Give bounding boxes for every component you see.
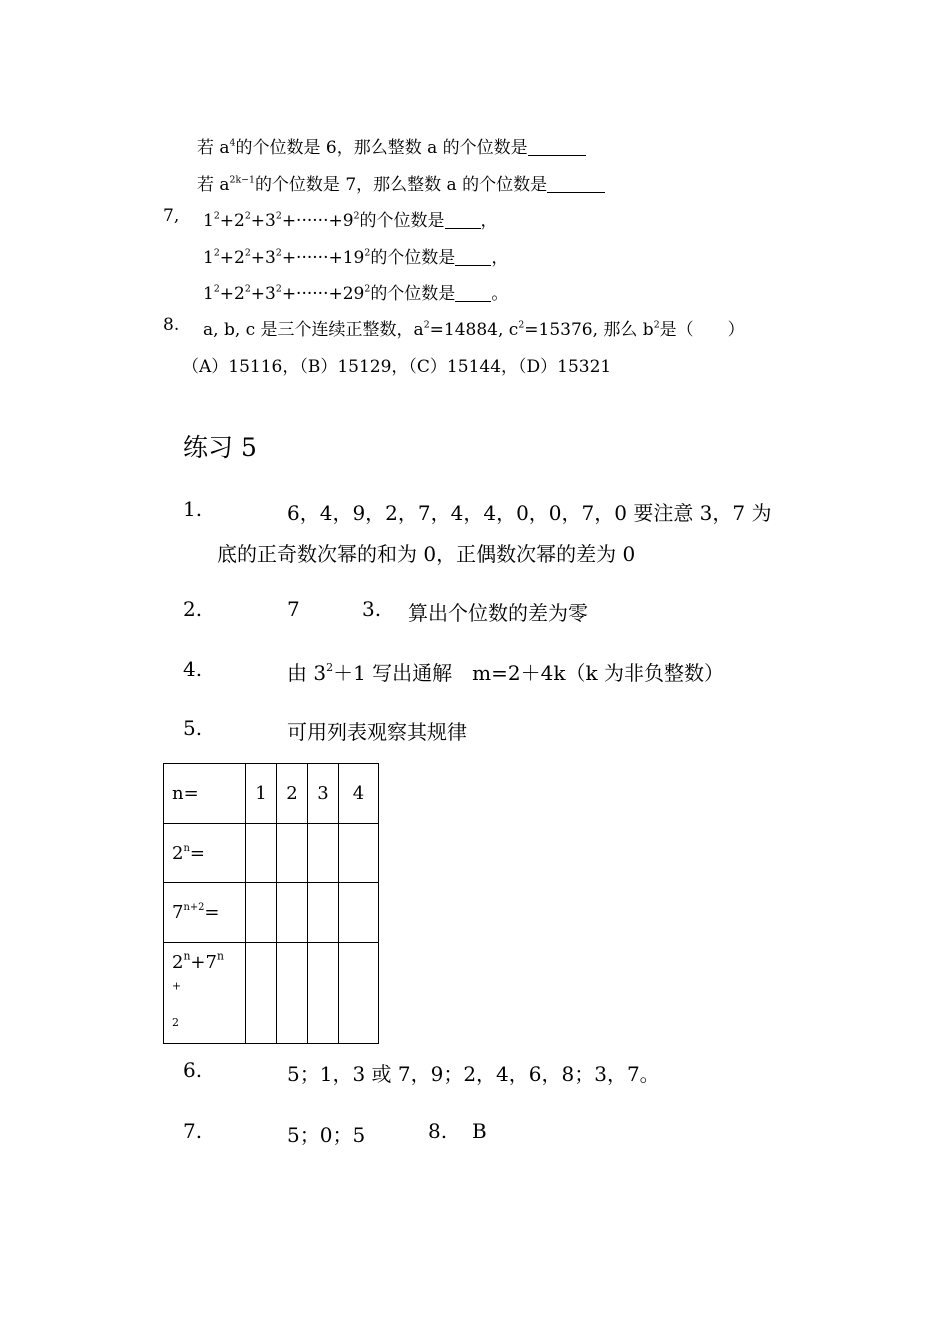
table-cell[interactable]: [246, 943, 277, 1044]
table-row: [164, 824, 379, 883]
pattern-table: [163, 763, 379, 1044]
answer-4-text: 由 $3^2+1$ 写出通解 m=2＋4k（k 为非负整数）: [287, 661, 724, 685]
answer-blank[interactable]: [455, 284, 491, 302]
answer-2-number: 2.: [183, 597, 203, 621]
q8-options: （A）15116，（B）15129，（C）15144，（D）15321: [182, 357, 612, 377]
answer-blank[interactable]: [528, 138, 586, 156]
table-cell[interactable]: [308, 943, 339, 1044]
answer-2-value: 7: [287, 597, 300, 621]
answer-1-text: 6，4，9，2，7，4，4，0，0，7，0 要注意 3，7 为: [287, 501, 772, 525]
answer-8-number: 8.: [428, 1119, 448, 1143]
table-row-label: $2^n=$: [164, 824, 246, 883]
q7-line3: $1^2+2^2+3^2+\cdot\cdot\cdot\cdot\cdot\cdot+29^2$的个位数是 。: [203, 283, 509, 304]
q8-number: 8.: [163, 315, 180, 335]
table-row-header: [164, 764, 379, 824]
answer-3-number: 3.: [362, 597, 382, 621]
answer-4-number: 4.: [183, 657, 203, 681]
answer-8-text: B: [472, 1119, 487, 1143]
q6-line1: 若 $a^4$的个位数是 6，那么整数 a 的个位数是: [197, 133, 586, 158]
table-cell[interactable]: [339, 824, 379, 883]
table-header-col: 1: [246, 764, 277, 824]
q7-line2: $1^2+2^2+3^2+\cdot\cdot\cdot\cdot\cdot\cdot+19^2$的个位数是 ，: [203, 247, 509, 268]
table-header-col: 4: [339, 764, 379, 824]
answer-3-text: 算出个位数的差为零: [408, 601, 588, 625]
table-row: [164, 883, 379, 943]
answer-5-text: 可用列表观察其规律: [287, 720, 467, 744]
table-cell[interactable]: [246, 883, 277, 943]
answer-1-continuation: 底的正奇数次幂的和为 0，正偶数次幂的差为 0: [217, 542, 636, 566]
answer-blank[interactable]: [547, 175, 605, 193]
answer-blank[interactable]: [455, 248, 491, 266]
section-title: 练习 5: [183, 433, 257, 462]
table-cell[interactable]: [277, 943, 308, 1044]
table-row: [164, 943, 379, 1044]
table-header-col: 3: [308, 764, 339, 824]
answer-blank[interactable]: [445, 211, 481, 229]
answer-7-text: 5；0；5: [287, 1123, 366, 1147]
table-header-col: 2: [277, 764, 308, 824]
answer-5-number: 5.: [183, 716, 203, 740]
answer-6-text: 5；1，3 或 7，9；2，4，6，8；3，7。: [287, 1062, 660, 1086]
q8-question: a, b, c 是三个连续正整数，$a^2=14884$, $c^2=15376$, 那么 $b^2$是（ ）: [203, 319, 745, 340]
table-cell[interactable]: [339, 943, 379, 1044]
table-cell[interactable]: [308, 883, 339, 943]
table-cell[interactable]: [308, 824, 339, 883]
q7-line1: $1^2+2^2+3^2+\cdot\cdot\cdot\cdot\cdot\cdot+9^2$的个位数是 ，: [203, 210, 498, 231]
answer-1-number: 1.: [183, 497, 203, 521]
q6-line2: 若 $a^{2k-1}$的个位数是 7，那么整数 a 的个位数是: [197, 170, 605, 195]
table-row-label: $7^{n+2}=$: [164, 883, 246, 943]
table-cell[interactable]: [339, 883, 379, 943]
table-row-label: $2^n+7^{n+}$ $^2$: [164, 943, 246, 1044]
answer-6-number: 6.: [183, 1058, 203, 1082]
table-cell[interactable]: [277, 824, 308, 883]
table-cell[interactable]: [246, 824, 277, 883]
table-cell[interactable]: [277, 883, 308, 943]
answer-7-number: 7.: [183, 1119, 203, 1143]
table-header-label: n=: [164, 764, 246, 824]
q7-number: 7,: [163, 206, 180, 226]
